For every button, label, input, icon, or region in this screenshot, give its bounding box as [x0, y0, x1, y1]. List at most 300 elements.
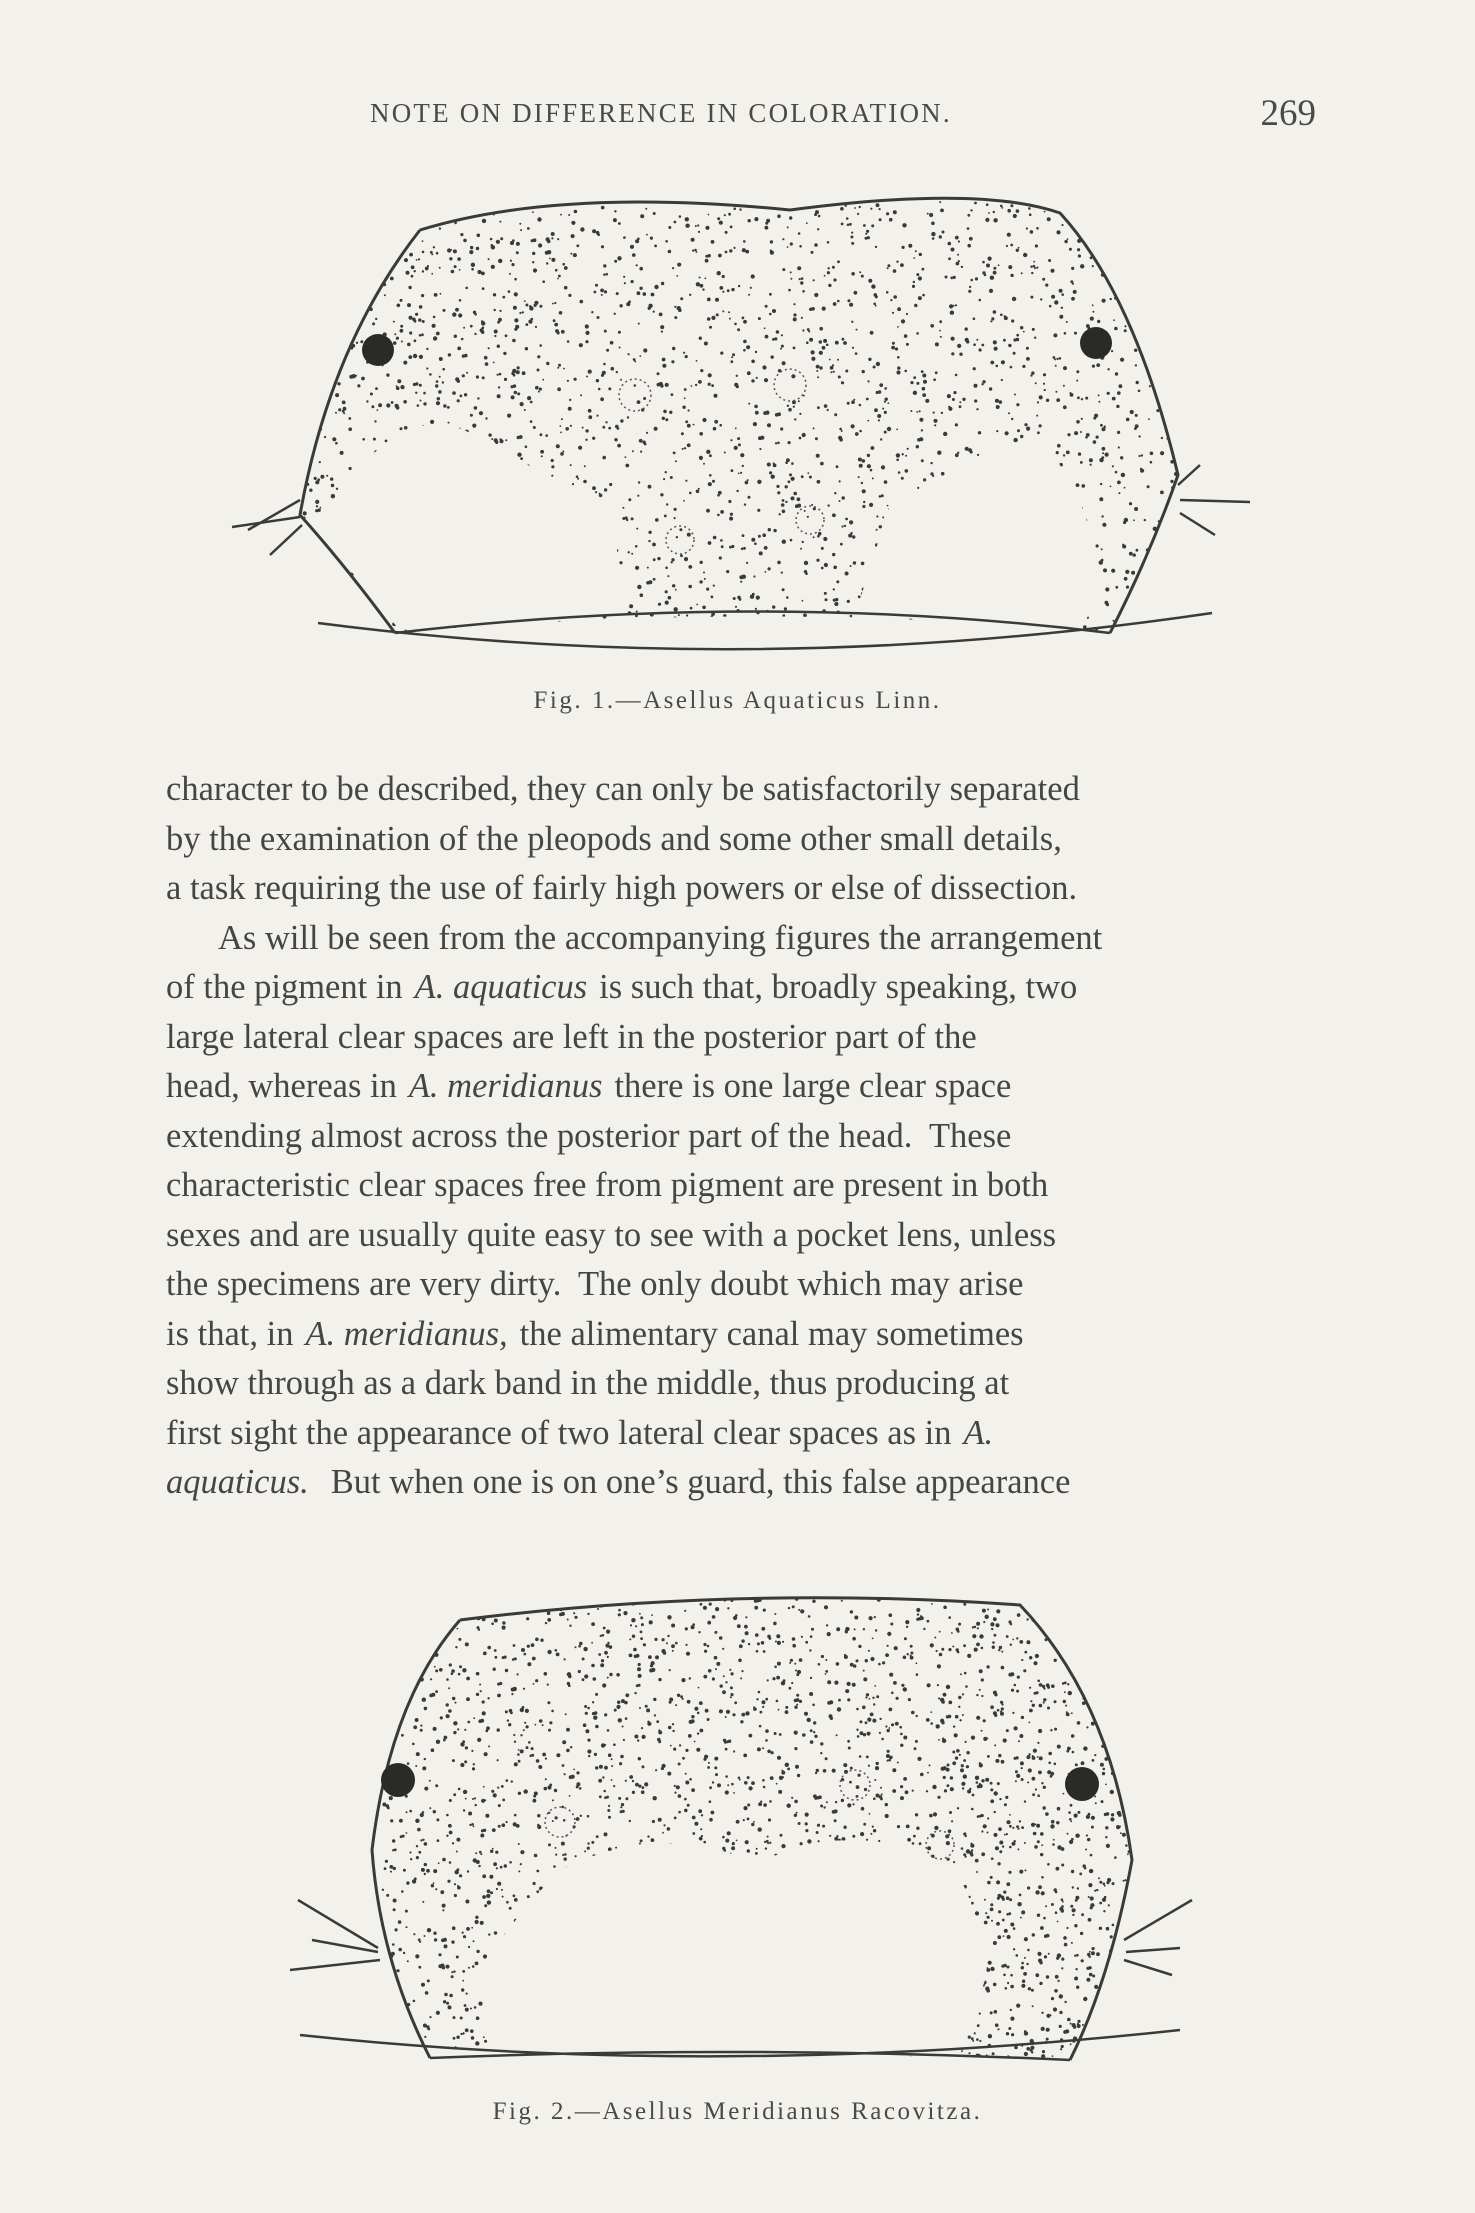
stipple-dot — [857, 1735, 860, 1738]
stipple-dot — [577, 478, 579, 480]
stipple-dot — [400, 210, 403, 213]
stipple-dot — [922, 294, 925, 297]
stipple-dot — [591, 1622, 595, 1626]
stipple-dot — [412, 1743, 415, 1746]
stipple-dot — [1149, 385, 1151, 387]
stipple-dot — [827, 271, 830, 274]
stipple-dot — [1070, 2023, 1072, 2025]
stipple-dot — [488, 1933, 490, 1935]
stipple-dot — [751, 1823, 754, 1826]
stipple-dot — [422, 1698, 426, 1702]
stipple-dot — [596, 379, 599, 382]
stipple-dot — [799, 245, 802, 248]
stipple-dot — [727, 1784, 729, 1786]
stipple-dot — [875, 246, 877, 248]
stipple-dot — [961, 1764, 964, 1767]
stipple-dot — [1009, 1846, 1012, 1849]
stipple-dot — [1173, 320, 1176, 323]
stipple-dot — [379, 1999, 383, 2003]
stipple-dot — [371, 260, 373, 262]
stipple-dot — [378, 1950, 382, 1954]
stipple-dot — [446, 1814, 449, 1817]
stipple-dot — [740, 472, 742, 474]
stipple-dot — [1074, 1645, 1076, 1647]
stipple-dot — [843, 628, 847, 632]
stipple-dot — [1116, 405, 1119, 408]
stipple-dot — [1021, 272, 1023, 274]
stipple-dot — [1003, 1964, 1007, 1968]
stipple-dot — [628, 498, 631, 501]
stipple-dot — [574, 210, 578, 214]
stipple-dot — [687, 424, 691, 428]
stipple-dot — [876, 1794, 880, 1798]
stipple-dot — [997, 2028, 999, 2030]
stipple-dot — [887, 1632, 891, 1636]
stipple-dot — [554, 323, 558, 327]
stipple-dot — [707, 298, 711, 302]
stipple-dot — [1000, 205, 1003, 208]
stipple-dot — [978, 431, 981, 434]
stipple-dot — [520, 1734, 522, 1736]
stipple-dot — [889, 1613, 893, 1617]
stipple-dot — [477, 629, 481, 633]
text-line — [166, 815, 1321, 865]
stipple-dot — [665, 590, 668, 593]
stipple-dot — [619, 561, 622, 564]
stipple-dot — [391, 401, 394, 404]
stipple-dot — [471, 268, 474, 271]
stipple-dot — [508, 1597, 511, 1600]
stipple-dot — [696, 1748, 700, 1752]
stipple-dot — [674, 508, 677, 511]
stipple-dot — [648, 304, 652, 308]
stipple-dot — [1016, 1825, 1019, 1828]
stipple-dot — [1075, 1968, 1077, 1970]
stipple-dot — [673, 1594, 675, 1596]
stipple-dot — [1173, 505, 1177, 509]
stipple-dot — [315, 400, 318, 403]
stipple-dot — [799, 1700, 802, 1703]
stipple-dot — [1107, 1669, 1111, 1673]
stipple-dot — [424, 1842, 428, 1846]
stipple-dot — [639, 439, 643, 443]
stipple-dot — [476, 1693, 479, 1696]
stipple-dot — [958, 240, 960, 242]
stipple-dot — [335, 442, 338, 445]
stipple-dot — [369, 277, 372, 280]
stipple-dot — [1005, 1987, 1008, 1990]
stipple-dot — [959, 401, 961, 403]
stipple-dot — [568, 1684, 571, 1687]
stipple-dot — [839, 480, 841, 482]
stipple-dot — [744, 1781, 748, 1785]
stipple-dot — [1154, 251, 1156, 253]
stipple-dot — [761, 1627, 765, 1631]
stipple-dot — [939, 1631, 941, 1633]
stipple-dot — [973, 186, 977, 190]
stipple-dot — [968, 2052, 970, 2054]
stipple-dot — [851, 424, 855, 428]
stipple-dot — [626, 1584, 628, 1586]
stipple-dot — [858, 476, 860, 478]
stipple-dot — [568, 407, 572, 411]
stipple-dot — [602, 426, 605, 429]
stipple-dot — [336, 251, 340, 255]
stipple-dot — [563, 368, 565, 370]
stipple-dot — [1023, 331, 1025, 333]
stipple-dot — [324, 436, 326, 438]
stipple-dot — [874, 1616, 876, 1618]
stipple-dot — [627, 416, 629, 418]
stipple-dot — [1040, 298, 1042, 300]
stipple-dot — [459, 210, 461, 212]
stipple-dot — [587, 1707, 590, 1710]
stipple-dot — [900, 1744, 903, 1747]
stipple-dot — [1010, 1974, 1013, 1977]
stipple-dot — [625, 1780, 627, 1782]
stipple-dot — [400, 216, 403, 219]
stipple-dot — [756, 1698, 758, 1700]
stipple-dot — [1046, 2028, 1050, 2032]
stipple-dot — [406, 271, 410, 275]
stipple-dot — [695, 225, 697, 227]
text-line — [166, 864, 1321, 914]
stipple-dot — [954, 2062, 957, 2065]
stipple-dot — [498, 1804, 501, 1807]
stipple-dot — [963, 1644, 966, 1647]
stipple-dot — [308, 541, 311, 544]
stipple-dot — [482, 376, 485, 379]
stipple-dot — [1004, 1803, 1007, 1806]
stipple-dot — [415, 1655, 418, 1658]
stipple-dot — [825, 598, 828, 601]
stipple-dot — [1130, 2002, 1132, 2004]
stipple-dot — [738, 1659, 742, 1663]
stipple-dot — [357, 384, 360, 387]
stipple-dot — [904, 370, 907, 373]
stipple-dot — [463, 239, 467, 243]
stipple-dot — [680, 1695, 683, 1698]
stipple-dot — [1171, 387, 1173, 389]
stipple-dot — [850, 565, 852, 567]
stipple-dot — [780, 2060, 784, 2064]
stipple-dot — [613, 218, 617, 222]
stipple-dot — [677, 306, 681, 310]
stipple-dot — [749, 1734, 753, 1738]
stipple-dot — [731, 1672, 734, 1675]
stipple-dot — [374, 420, 376, 422]
stipple-dot — [895, 1722, 899, 1726]
stipple-dot — [959, 1719, 961, 1721]
figure-1 — [0, 175, 1475, 735]
stipple-dot — [802, 600, 804, 602]
stipple-dot — [836, 465, 839, 468]
stipple-dot — [777, 561, 781, 565]
stipple-dot — [462, 1668, 466, 1672]
stipple-dot — [511, 263, 514, 266]
stipple-dot — [484, 356, 488, 360]
stipple-dot — [1170, 414, 1174, 418]
stipple-dot — [953, 391, 956, 394]
stipple-dot — [1086, 1679, 1090, 1683]
stipple-dot — [727, 289, 730, 292]
stipple-dot — [922, 374, 926, 378]
stipple-dot — [337, 610, 341, 614]
stipple-dot — [487, 1889, 491, 1893]
stipple-dot — [1045, 1812, 1049, 1816]
stipple-dot — [983, 1719, 986, 1722]
stipple-dot — [981, 1678, 984, 1681]
stipple-dot — [1006, 1882, 1010, 1886]
stipple-dot — [501, 1785, 504, 1788]
stipple-dot — [979, 1669, 983, 1673]
stipple-dot — [976, 2038, 979, 2041]
stipple-dot — [661, 1649, 665, 1653]
stipple-dot — [1137, 314, 1139, 316]
stipple-dot — [666, 503, 668, 505]
stipple-dot — [887, 1760, 889, 1762]
stipple-dot — [986, 1968, 990, 1972]
stipple-dot — [1108, 1968, 1112, 1972]
stipple-dot — [917, 487, 919, 489]
stipple-dot — [479, 1851, 482, 1854]
stipple-dot — [797, 504, 801, 508]
stipple-dot — [562, 1806, 565, 1809]
stipple-dot — [1020, 326, 1023, 329]
stipple-dot — [588, 415, 592, 419]
stipple-dot — [585, 1729, 589, 1733]
stipple-dot — [1045, 1614, 1049, 1618]
stipple-dot — [969, 286, 971, 288]
stipple-dot — [1084, 1867, 1087, 1870]
stipple-dot — [551, 237, 553, 239]
stipple-dot — [1136, 322, 1140, 326]
stipple-dot — [817, 480, 821, 484]
stipple-dot — [452, 1926, 456, 1930]
stipple-dot — [900, 1785, 903, 1788]
stipple-dot — [893, 210, 897, 214]
stipple-dot — [1080, 461, 1083, 464]
stipple-dot — [484, 1752, 488, 1756]
stipple-dot — [413, 1600, 416, 1603]
stipple-dot — [1090, 1896, 1094, 1900]
stipple-dot — [352, 588, 356, 592]
stipple-dot — [1098, 394, 1100, 396]
stipple-dot — [636, 1684, 639, 1687]
stipple-dot — [479, 411, 483, 415]
stipple-dot — [751, 1781, 755, 1785]
stipple-dot — [480, 1921, 484, 1925]
stipple-dot — [572, 483, 574, 485]
stipple-dot — [442, 381, 444, 383]
stipple-dot — [364, 1838, 367, 1841]
stipple-dot — [1039, 424, 1042, 427]
stipple-dot — [635, 239, 639, 243]
stipple-dot — [557, 367, 559, 369]
stipple-dot — [1026, 427, 1030, 431]
stipple-dot — [1043, 1701, 1045, 1703]
stipple-dot — [648, 485, 652, 489]
stipple-dot — [748, 189, 751, 192]
stipple-dot — [833, 588, 835, 590]
stipple-dot — [856, 1795, 859, 1798]
stipple-dot — [1027, 1781, 1029, 1783]
stipple-dot — [609, 1673, 612, 1676]
stipple-dot — [591, 1642, 593, 1644]
stipple-dot — [370, 393, 373, 396]
stipple-dot — [643, 348, 647, 352]
stipple-dot — [1120, 1729, 1123, 1732]
stipple-dot — [1016, 334, 1019, 337]
stipple-dot — [976, 1694, 978, 1696]
stipple-dot — [830, 371, 832, 373]
stipple-dot — [639, 355, 641, 357]
stipple-dot — [855, 432, 859, 436]
stipple-dot — [743, 1819, 745, 1821]
stipple-dot — [788, 408, 792, 412]
stipple-dot — [963, 1759, 966, 1762]
stipple-dot — [1128, 307, 1130, 309]
stipple-dot — [971, 2059, 975, 2063]
stipple-dot — [1102, 452, 1104, 454]
stipple-dot — [1006, 245, 1008, 247]
stipple-dot — [431, 1693, 435, 1697]
stipple-dot — [698, 1631, 700, 1633]
stipple-dot — [1178, 217, 1182, 221]
stipple-dot — [366, 1828, 370, 1832]
stipple-dot — [1092, 1975, 1095, 1978]
stipple-dot — [414, 320, 417, 323]
stipple-dot — [601, 374, 604, 377]
stipple-dot — [759, 551, 763, 555]
stipple-dot — [485, 362, 489, 366]
stipple-dot — [899, 1726, 902, 1729]
stipple-dot — [442, 1904, 446, 1908]
stipple-dot — [1129, 2009, 1131, 2011]
stipple-dot — [491, 1790, 494, 1793]
stipple-dot — [849, 223, 852, 226]
stipple-dot — [699, 432, 703, 436]
stipple-dot — [1126, 586, 1129, 589]
stipple-dot — [762, 1779, 765, 1782]
stipple-dot — [1095, 2050, 1098, 2053]
stipple-dot — [1169, 230, 1172, 233]
stipple-dot — [876, 362, 880, 366]
stipple-dot — [983, 624, 986, 627]
stipple-dot — [388, 1970, 391, 1973]
stipple-dot — [1068, 1811, 1071, 1814]
stipple-dot — [773, 464, 777, 468]
stipple-dot — [861, 482, 863, 484]
stipple-dot — [602, 1683, 606, 1687]
stipple-dot — [916, 1618, 919, 1621]
stipple-dot — [531, 239, 534, 242]
stipple-dot — [682, 448, 684, 450]
stipple-dot — [316, 505, 318, 507]
stipple-dot — [950, 1776, 953, 1779]
stipple-dot — [596, 1835, 599, 1838]
stipple-dot — [518, 1604, 521, 1607]
stipple-dot — [607, 1656, 609, 1658]
stipple-dot — [576, 1817, 580, 1821]
stipple-dot — [1133, 519, 1135, 521]
stipple-dot — [689, 294, 691, 296]
stipple-dot — [762, 1700, 766, 1704]
stipple-dot — [700, 1729, 704, 1733]
stipple-dot — [409, 1615, 411, 1617]
stipple-dot — [730, 513, 733, 516]
stipple-dot — [1030, 266, 1032, 268]
stipple-dot — [314, 477, 317, 480]
stipple-dot — [448, 353, 451, 356]
stipple-dot — [706, 450, 710, 454]
stipple-dot — [1110, 236, 1114, 240]
stipple-dot — [449, 1831, 453, 1835]
stipple-dot — [1076, 1954, 1079, 1957]
stipple-dot — [506, 1901, 509, 1904]
stipple-dot — [319, 461, 321, 463]
stipple-dot — [1089, 1973, 1093, 1977]
stipple-dot — [416, 1856, 419, 1859]
stipple-dot — [517, 453, 521, 457]
stipple-dot — [653, 311, 655, 313]
stipple-dot — [546, 362, 549, 365]
stipple-dot — [814, 243, 818, 247]
stipple-dot — [836, 1662, 840, 1666]
stipple-dot — [327, 571, 331, 575]
stipple-dot — [1057, 1845, 1061, 1849]
figure-2 — [0, 1580, 1475, 2150]
stipple-dot — [512, 339, 516, 343]
stipple-dot — [553, 1587, 556, 1590]
stipple-dot — [914, 1747, 917, 1750]
stipple-dot — [404, 2011, 407, 2014]
stipple-dot — [873, 1589, 875, 1591]
stipple-dot — [634, 1692, 636, 1694]
stipple-dot — [1087, 222, 1091, 226]
stipple-dot — [824, 563, 828, 567]
stipple-dot — [384, 1748, 386, 1750]
stipple-dot — [413, 2000, 416, 2003]
stipple-dot — [991, 317, 994, 320]
stipple-dot — [1113, 260, 1115, 262]
stipple-dot — [853, 1664, 856, 1667]
stipple-dot — [647, 567, 649, 569]
stipple-dot — [816, 365, 820, 369]
stipple-dot — [990, 1799, 994, 1803]
stipple-dot — [442, 368, 445, 371]
stipple-dot — [640, 451, 642, 453]
stipple-dot — [948, 257, 951, 260]
stipple-dot — [1076, 1986, 1079, 1989]
stipple-dot — [597, 233, 600, 236]
stipple-dot — [1028, 1753, 1030, 1755]
stipple-dot — [414, 1606, 417, 1609]
stipple-dot — [487, 1587, 490, 1590]
stipple-dot — [787, 1804, 791, 1808]
figure-1-drawing — [0, 175, 1475, 735]
text-line — [166, 1161, 1321, 1211]
stipple-dot — [966, 1751, 969, 1754]
stipple-dot — [1055, 1975, 1059, 1979]
stipple-dot — [497, 345, 500, 348]
stipple-dot — [847, 299, 850, 302]
stipple-dot — [564, 286, 568, 290]
stipple-dot — [458, 1788, 461, 1791]
stipple-dot — [935, 342, 939, 346]
stipple-dot — [542, 1753, 546, 1757]
stipple-dot — [336, 488, 338, 490]
